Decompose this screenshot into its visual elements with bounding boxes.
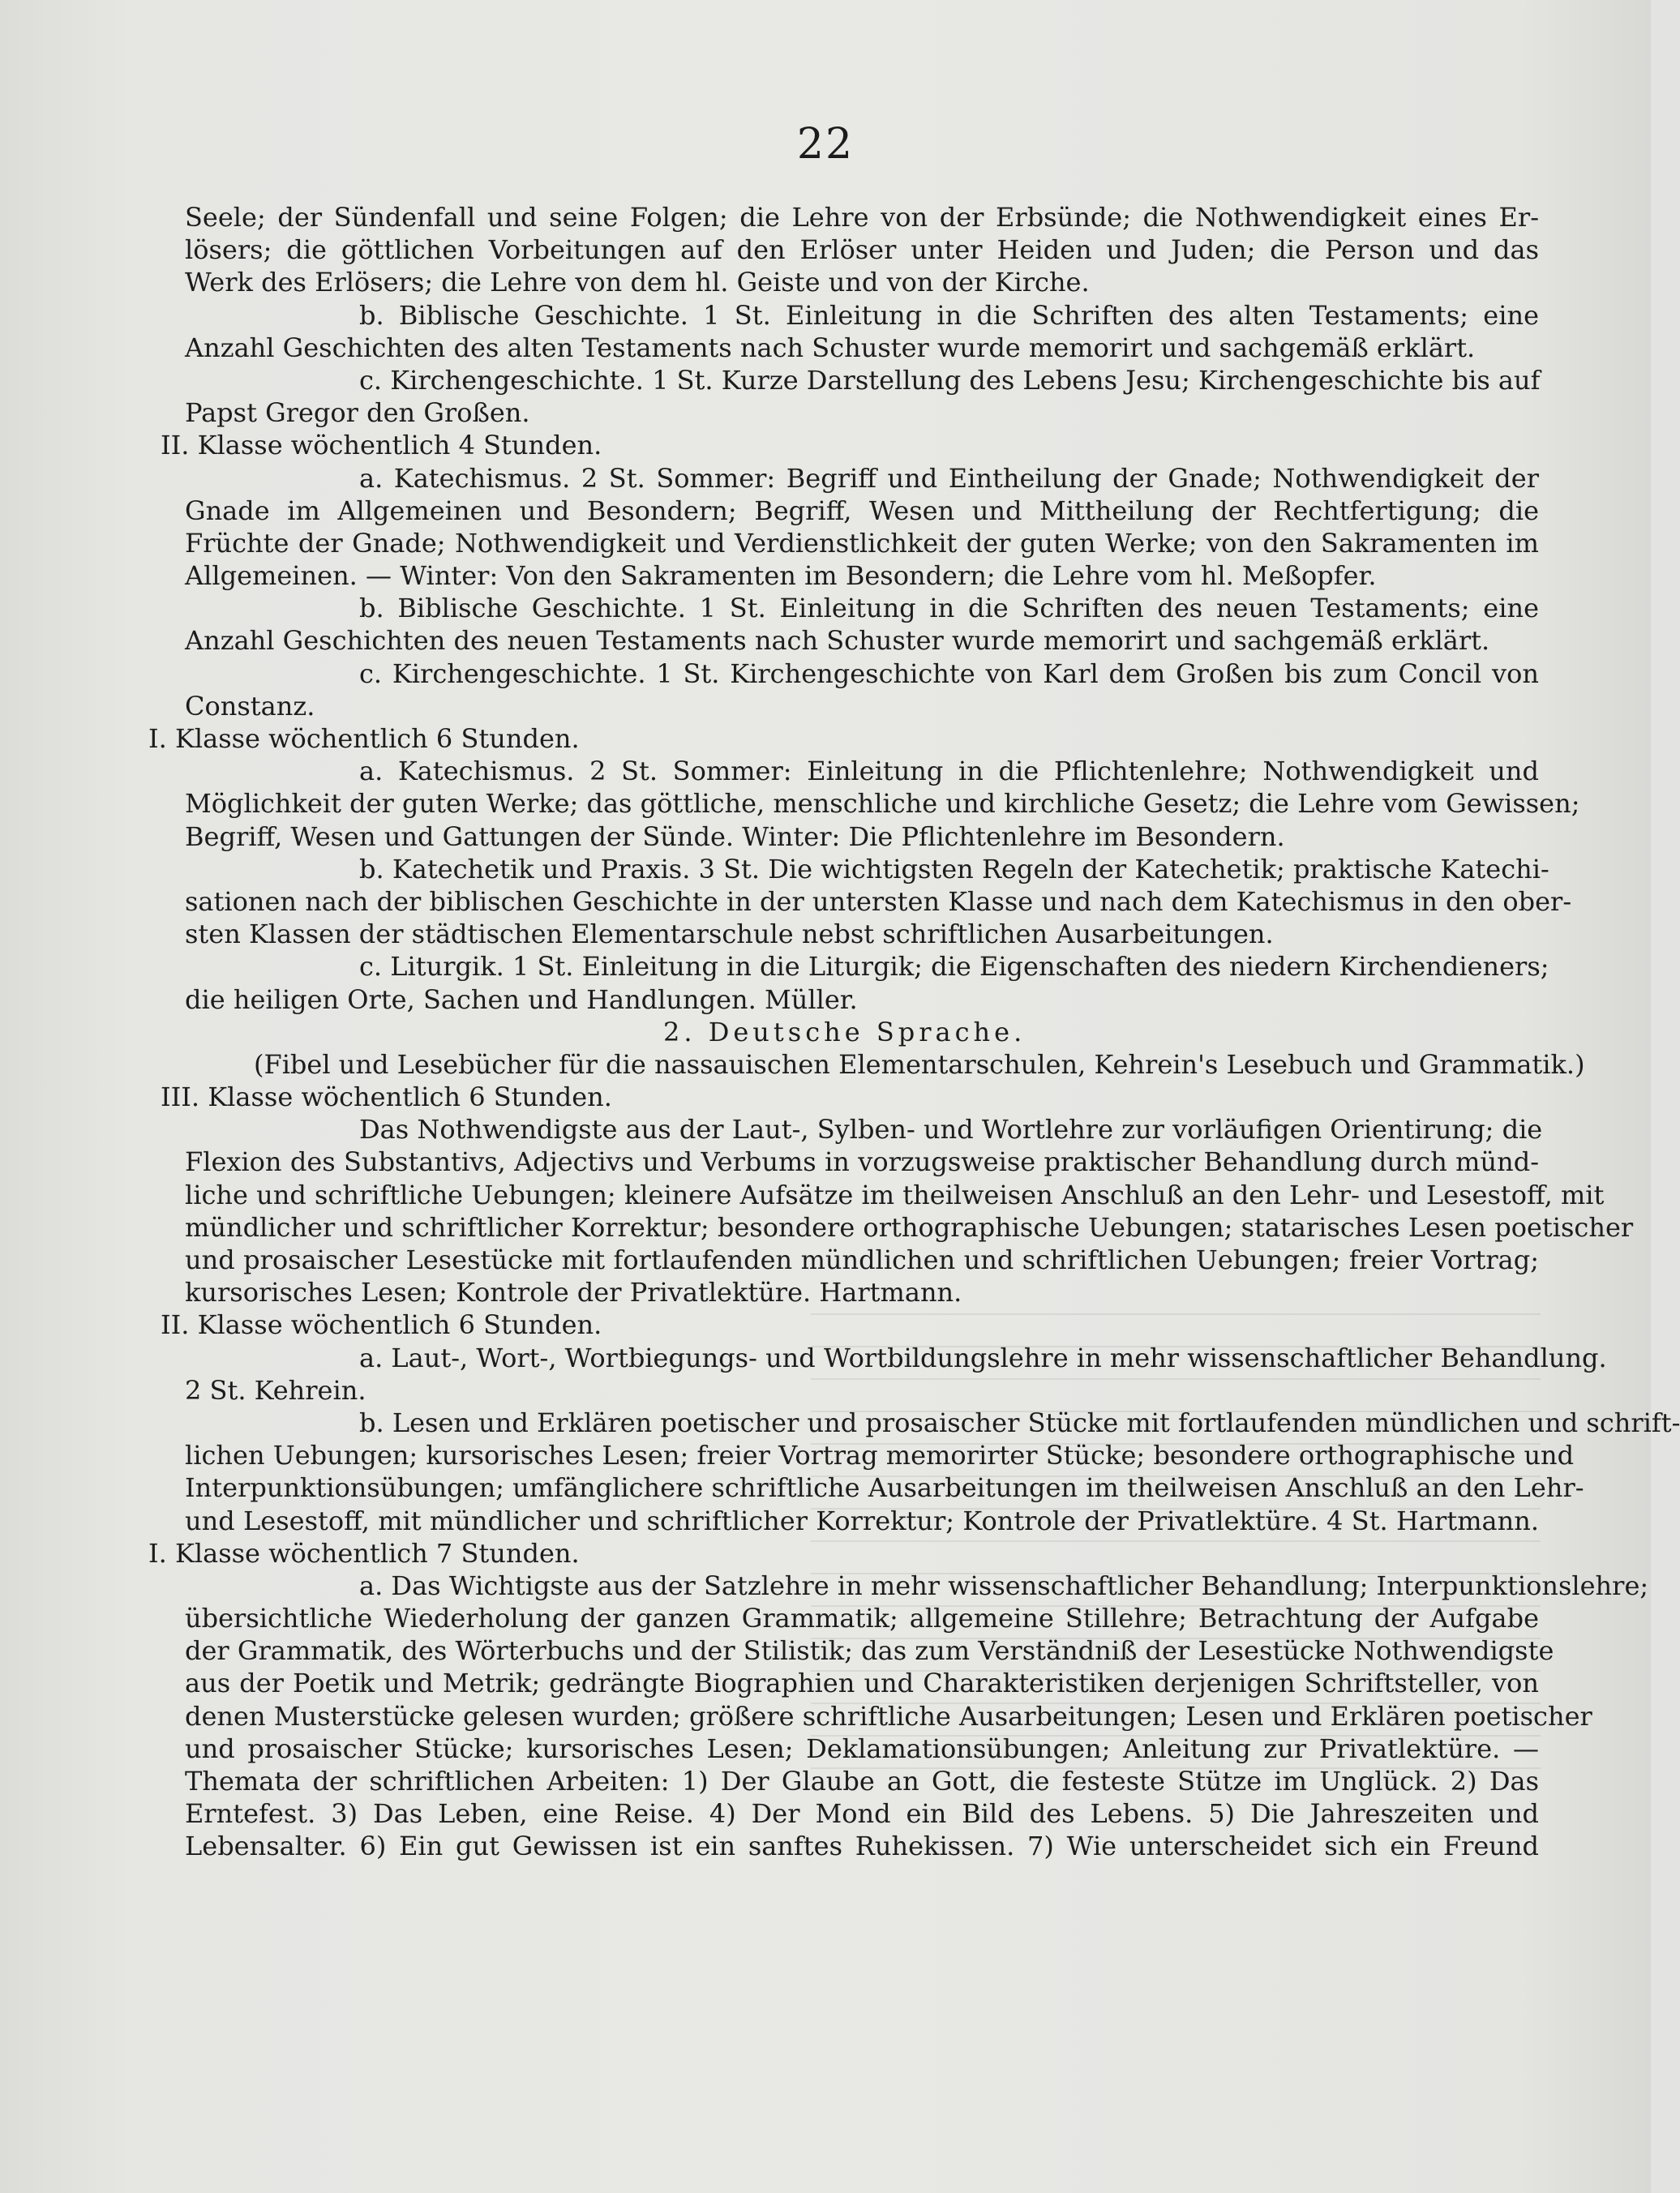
text-line: I. Klasse wöchentlich 6 Stunden. — [148, 723, 580, 754]
text-line: Interpunktionsübungen; umfänglichere schriftliche Ausarbeitungen im theilweisen Anschluß an den Lehr- — [185, 1472, 1584, 1504]
text-line: b. Biblische Geschichte. 1 St. Einleitung in die Schriften des alten Testaments; eine — [359, 299, 1539, 331]
text-line: a. Das Wichtigste aus der Satzlehre in mehr wissenschaftlicher Behandlung; Interpunktionslehre; — [359, 1570, 1649, 1601]
text-line: und prosaischer Stücke; kursorisches Lesen; Deklamationsübungen; Anleitung zur Privatlektüre. — — [185, 1733, 1539, 1764]
text-line: a. Laut-, Wort-, Wortbiegungs- und Wortbildungslehre in mehr wissenschaftlicher Behandlung. — [359, 1342, 1607, 1373]
text-line: c. Kirchengeschichte. 1 St. Kirchengeschichte von Karl dem Großen bis zum Concil von — [359, 657, 1539, 689]
text-line: (Fibel und Lesebücher für die nassauischen Elementarschulen, Kehrein's Lesebuch und Grammatik.) — [254, 1048, 1585, 1080]
text-line: Früchte der Gnade; Nothwendigkeit und Verdienstlichkeit der guten Werke; von den Sakramenten im — [185, 527, 1539, 559]
text-line: b. Biblische Geschichte. 1 St. Einleitung in die Schriften des neuen Testaments; eine — [359, 593, 1539, 624]
text-line: sationen nach der biblischen Geschichte in der untersten Klasse und nach dem Katechismus in den ober- — [185, 885, 1572, 917]
text-line: Das Nothwendigste aus der Laut-, Sylben- und Wortlehre zur vorläufigen Orientirung; die — [359, 1114, 1543, 1146]
text-line: aus der Poetik und Metrik; gedrängte Biographien und Charakteristiken derjenigen Schriftsteller, von — [185, 1668, 1539, 1699]
text-line: II. Klasse wöchentlich 6 Stunden. — [161, 1309, 602, 1341]
text-line: c. Kirchengeschichte. 1 St. Kurze Darstellung des Lebens Jesu; Kirchengeschichte bis auf — [359, 364, 1541, 396]
text-line: b. Lesen und Erklären poetischer und prosaischer Stücke mit fortlaufenden mündlichen und schrift- — [359, 1407, 1680, 1438]
text-line: lösers; die göttlichen Vorbeitungen auf den Erlöser unter Heiden und Juden; die Person und das — [185, 234, 1539, 266]
text-line: kursorisches Lesen; Kontrole der Privatlektüre. Hartmann. — [185, 1277, 962, 1309]
text-line: I. Klasse wöchentlich 7 Stunden. — [148, 1537, 580, 1569]
page-number: 22 — [796, 120, 855, 169]
text-line: liche und schriftliche Uebungen; kleinere Aufsätze im theilweisen Anschluß an den Lehr- und Lesestoff, mit — [185, 1179, 1605, 1210]
text-line: die heiligen Orte, Sachen und Handlungen. Müller. — [185, 983, 858, 1015]
text-line: c. Liturgik. 1 St. Einleitung in die Liturgik; die Eigenschaften des niedern Kirchendieners; — [359, 951, 1549, 983]
text-line: und Lesestoff, mit mündlicher und schriftlicher Korrektur; Kontrole der Privatlektüre. 4 St. Hartmann. — [185, 1505, 1539, 1536]
text-line: übersichtliche Wiederholung der ganzen Grammatik; allgemeine Stillehre; Betrachtung der Aufgabe — [185, 1603, 1539, 1634]
text-line: Lebensalter. 6) Ein gut Gewissen ist ein sanftes Ruhekissen. 7) Wie unterscheidet sich ein Freund — [185, 1831, 1539, 1862]
text-line: Werk des Erlösers; die Lehre von dem hl. Geiste und von der Kirche. — [185, 267, 1090, 298]
text-line: Papst Gregor den Großen. — [185, 397, 530, 429]
text-line: Erntefest. 3) Das Leben, eine Reise. 4) Der Mond ein Bild des Lebens. 5) Die Jahreszeiten und — [185, 1798, 1539, 1830]
body-text — [148, 201, 1680, 1863]
text-line: und prosaischer Lesestücke mit fortlaufenden mündlichen und schriftlichen Uebungen; freier Vortrag; — [185, 1244, 1539, 1275]
text-line: Gnade im Allgemeinen und Besondern; Begriff, Wesen und Mittheilung der Rechtfertigung; die — [185, 495, 1539, 526]
text-line: sten Klassen der städtischen Elementarschule nebst schriftlichen Ausarbeitungen. — [185, 919, 1274, 950]
text-line: Flexion des Substantivs, Adjectivs und Verbums in vorzugsweise praktischer Behandlung durch münd- — [185, 1146, 1539, 1178]
text-line: Begriff, Wesen und Gattungen der Sünde. Winter: Die Pflichtenlehre im Besondern. — [185, 820, 1285, 852]
text-line: Allgemeinen. — Winter: Von den Sakramenten im Besondern; die Lehre vom hl. Meßopfer. — [185, 560, 1377, 592]
text-line: der Grammatik, des Wörterbuchs und der Stilistik; das zum Verständniß der Lesestücke Nothwendigste — [185, 1635, 1554, 1667]
text-line: a. Katechismus. 2 St. Sommer: Begriff und Eintheilung der Gnade; Nothwendigkeit der — [359, 462, 1539, 494]
text-line: Themata der schriftlichen Arbeiten: 1) Der Glaube an Gott, die festeste Stütze im Unglück. 2) Das — [185, 1766, 1539, 1797]
text-line: mündlicher und schriftlicher Korrektur; besondere orthographische Uebungen; statarisches Lesen poetischer — [185, 1211, 1634, 1243]
text-line: Seele; der Sündenfall und seine Folgen; die Lehre von der Erbsünde; die Nothwendigkeit eines Er- — [185, 202, 1539, 233]
text-line: Anzahl Geschichten des neuen Testaments nach Schuster wurde memorirt und sachgemäß erklärt. — [185, 625, 1490, 657]
text-line: lichen Uebungen; kursorisches Lesen; freier Vortrag memorirter Stücke; besondere orthographische und — [185, 1440, 1575, 1471]
text-line: denen Musterstücke gelesen wurden; größere schriftliche Ausarbeitungen; Lesen und Erklären poetischer — [185, 1700, 1592, 1732]
text-line: III. Klasse wöchentlich 6 Stunden. — [161, 1082, 612, 1113]
text-line: Constanz. — [185, 690, 315, 722]
text-line: 2 St. Kehrein. — [185, 1374, 366, 1406]
text-line: 2. Deutsche Sprache. — [663, 1016, 1026, 1047]
text-line: Anzahl Geschichten des alten Testaments nach Schuster wurde memorirt und sachgemäß erklärt. — [185, 332, 1476, 363]
text-line: b. Katechetik und Praxis. 3 St. Die wichtigsten Regeln der Katechetik; praktische Katechi- — [359, 853, 1549, 884]
text-line: Möglichkeit der guten Werke; das göttliche, menschliche und kirchliche Gesetz; die Lehre vom Gewissen; — [185, 788, 1580, 820]
text-line: II. Klasse wöchentlich 4 Stunden. — [161, 430, 602, 461]
text-line: a. Katechismus. 2 St. Sommer: Einleitung in die Pflichtenlehre; Nothwendigkeit und — [359, 756, 1539, 787]
